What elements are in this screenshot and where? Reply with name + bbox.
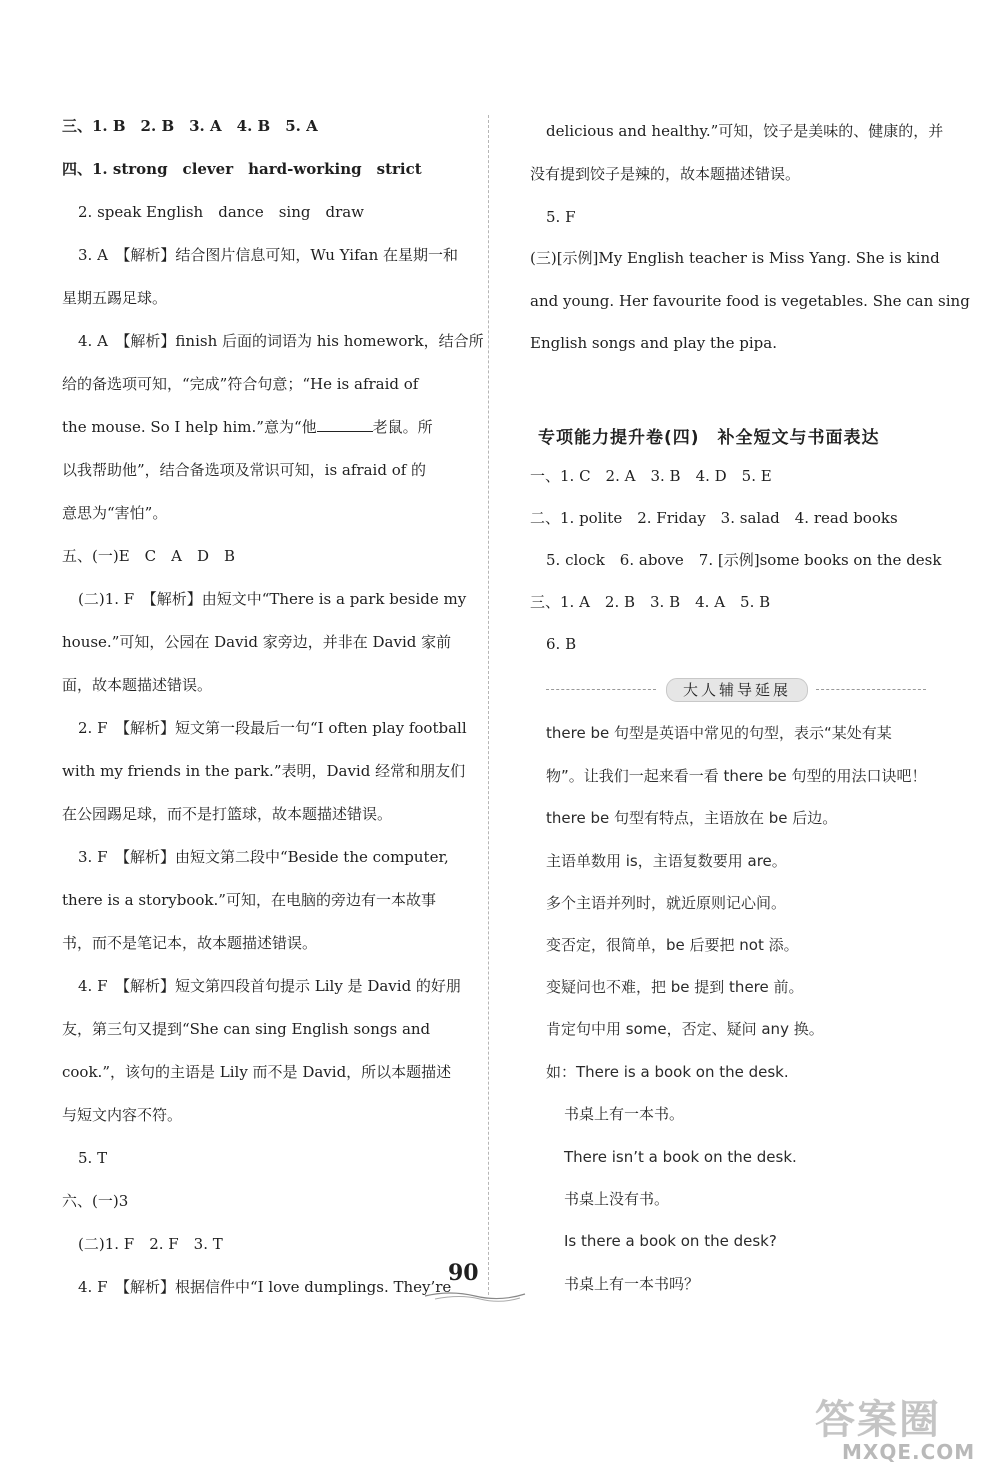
answer-line: (二)1. F 2. F 3. T bbox=[78, 1235, 223, 1253]
tip-line: 主语单数用 is，主语复数要用 are。 bbox=[546, 852, 787, 870]
answer-line bbox=[62, 416, 433, 438]
tip-line: 物”。让我们一起来看一看 there be 句型的用法口诀吧！ bbox=[546, 767, 927, 785]
answer-line: (三)[示例]My English teacher is Miss Yang. She is kind bbox=[530, 249, 940, 267]
answer-line: 4. F 【解析】短文第四段首句提示 Lily 是 David 的好朋 bbox=[78, 977, 461, 995]
answer-line: there is a storybook.”可知，在电脑的旁边有一本故事 bbox=[62, 891, 436, 909]
answer-line: 6. B bbox=[546, 635, 577, 653]
answer-line: 2. F 【解析】短文第一段最后一句“I often play football bbox=[78, 719, 467, 737]
tip-line: 书桌上有一本书吗？ bbox=[564, 1275, 700, 1293]
tip-banner bbox=[546, 678, 926, 702]
answer-line: 面，故本题描述错误。 bbox=[62, 676, 213, 694]
tip-line: 多个主语并列时，就近原则记心间。 bbox=[546, 894, 787, 912]
answer-line: English songs and play the pipa. bbox=[530, 334, 777, 352]
tip-line: 肯定句中用 some，否定、疑问 any 换。 bbox=[546, 1020, 824, 1038]
watermark-logo: 答案圈 bbox=[815, 1397, 941, 1443]
tip-line: There isn’t a book on the desk. bbox=[564, 1148, 797, 1166]
answer-line: 4. F 【解析】根据信件中“I love dumplings. They’re bbox=[78, 1278, 452, 1296]
page-ornament-icon bbox=[420, 1288, 530, 1302]
tip-line: 变否定，很简单，be 后要把 not 添。 bbox=[546, 936, 799, 954]
banner-rule bbox=[546, 689, 656, 690]
answer-line: 一、1. C 2. A 3. B 4. D 5. E bbox=[530, 467, 772, 485]
answer-line: 没有提到饺子是辣的，故本题描述错误。 bbox=[530, 165, 801, 183]
answer-line: (二)1. F 【解析】由短文中“There is a park beside my bbox=[78, 590, 467, 608]
answer-line: 三、1. A 2. B 3. B 4. A 5. B bbox=[530, 593, 771, 611]
answer-line: and young. Her favourite food is vegetables. She can sing bbox=[530, 292, 970, 310]
tip-line: Is there a book on the desk? bbox=[564, 1232, 777, 1250]
banner-rule bbox=[816, 689, 926, 690]
answer-text: the mouse. So I help him.”意为“他 bbox=[62, 418, 317, 436]
tip-line: 书桌上有一本书。 bbox=[564, 1105, 685, 1123]
answer-line: 意思为“害怕”。 bbox=[62, 504, 168, 522]
answer-line: 4. A 【解析】finish 后面的词语为 his homework，结合所 bbox=[78, 332, 484, 350]
tip-line: 变疑问也不难，把 be 提到 there 前。 bbox=[546, 978, 804, 996]
tip-line: there be 句型是英语中常见的句型，表示“某处有某 bbox=[546, 724, 892, 742]
answer-line: 5. F bbox=[546, 208, 576, 226]
answer-text: 老鼠。所 bbox=[372, 418, 433, 436]
answer-line: cook.”，该句的主语是 Lily 而不是 David，所以本题描述 bbox=[62, 1063, 452, 1081]
answer-line: delicious and healthy.”可知，饺子是美味的、健康的，并 bbox=[546, 122, 944, 140]
answer-line: house.”可知，公园在 David 家旁边，并非在 David 家前 bbox=[62, 633, 452, 651]
tip-line: there be 句型有特点，主语放在 be 后边。 bbox=[546, 809, 838, 827]
answer-line: with my friends in the park.”表明，David 经常和朋友们 bbox=[62, 762, 466, 780]
banner-label: 大人辅导延展 bbox=[666, 678, 808, 702]
answer-line: 5. clock 6. above 7. [示例]some books on the desk bbox=[546, 551, 942, 569]
tip-line: 书桌上没有书。 bbox=[564, 1190, 670, 1208]
answer-line: 与短文内容不符。 bbox=[62, 1106, 183, 1124]
answer-line: 星期五踢足球。 bbox=[62, 289, 168, 307]
fill-blank bbox=[317, 417, 373, 432]
answer-line: 六、(一)3 bbox=[62, 1192, 129, 1210]
answer-line: 五、(一)E C A D B bbox=[62, 547, 236, 565]
answer-line: 3. F 【解析】由短文第二段中“Beside the computer, bbox=[78, 848, 449, 866]
answer-line: 给的备选项可知，“完成”符合句意；“He is afraid of bbox=[62, 375, 419, 393]
answer-line: 三、1. B 2. B 3. A 4. B 5. A bbox=[62, 117, 318, 135]
answer-line: 书，而不是笔记本，故本题描述错误。 bbox=[62, 934, 318, 952]
answer-line: 在公园踢足球，而不是打篮球，故本题描述错误。 bbox=[62, 805, 393, 823]
answer-line: 以我帮助他”，结合备选项及常识可知，is afraid of 的 bbox=[62, 461, 427, 479]
answer-line: 3. A 【解析】结合图片信息可知，Wu Yifan 在星期一和 bbox=[78, 246, 459, 264]
section-title: 专项能力提升卷(四) 补全短文与书面表达 bbox=[538, 428, 880, 448]
answer-line: 二、1. polite 2. Friday 3. salad 4. read books bbox=[530, 509, 898, 527]
answer-line: 2. speak English dance sing draw bbox=[78, 203, 365, 221]
tip-line: 如：There is a book on the desk. bbox=[546, 1063, 789, 1081]
answer-line: 5. T bbox=[78, 1149, 108, 1167]
page-number: 90 bbox=[448, 1260, 479, 1286]
answer-line: 四、1. strong clever hard-working strict bbox=[62, 160, 422, 178]
column-divider bbox=[488, 115, 489, 1295]
answer-line: 友，第三句又提到“She can sing English songs and bbox=[62, 1020, 431, 1038]
watermark-url: MXQE.COM bbox=[842, 1440, 976, 1464]
